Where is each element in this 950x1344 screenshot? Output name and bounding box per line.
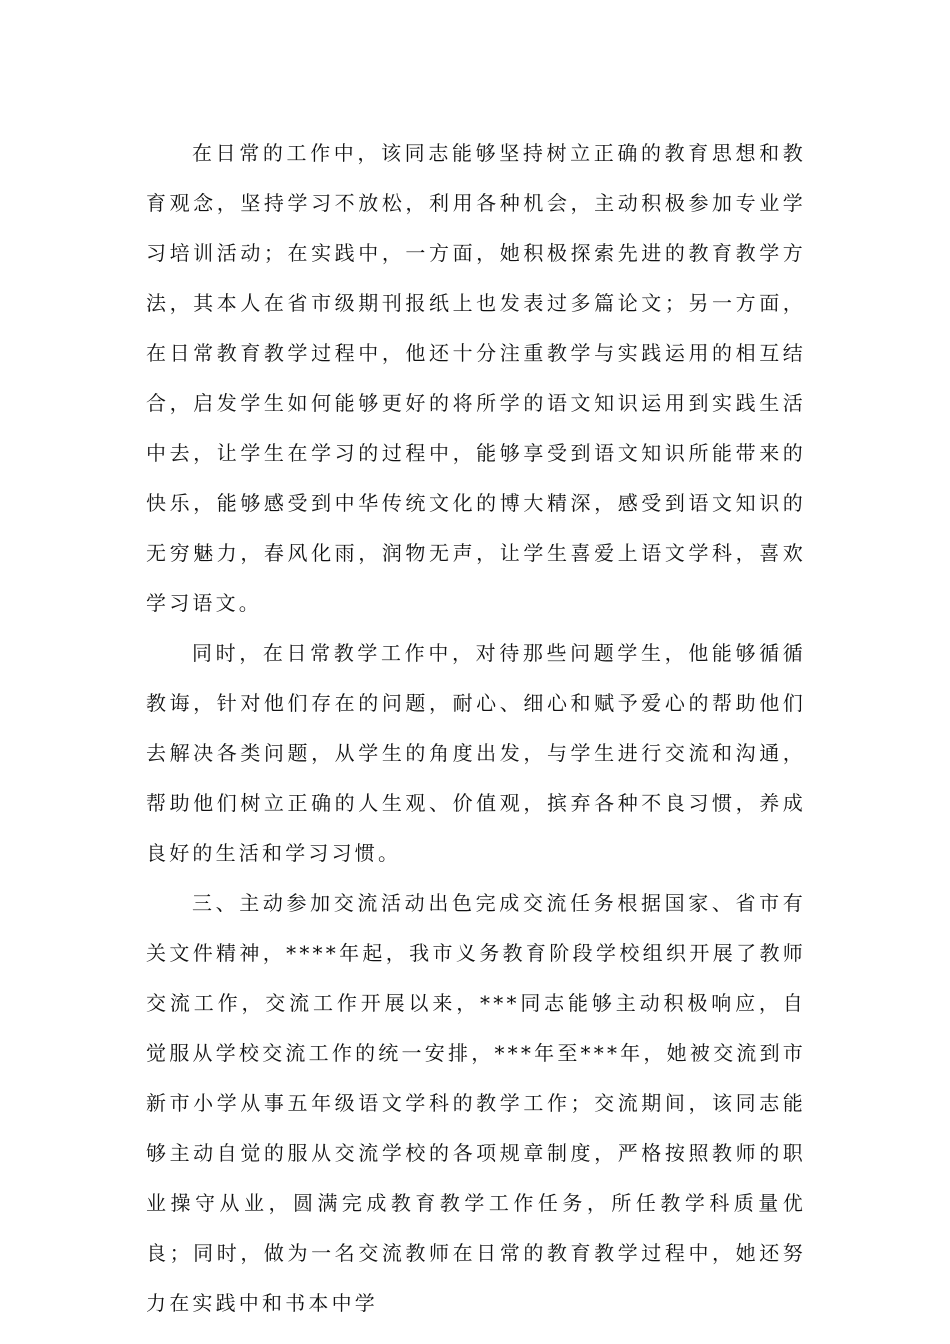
paragraph-daily-work: 在日常的工作中，该同志能够坚持树立正确的教育思想和教育观念，坚持学习不放松，利用各种机会，主动积极参加专业学习培训活动；在实践中，一方面，她积极探索先进的教育教学方法，其本人在省市级期刊报纸上也发表过多篇论文；另一方面，在日常教育教学过程中，他还十分注重教学与实践运用的相互结合，启发学生如何能够更好的将所学的语文知识运用到实践生活中去，让学生在学习的过程中，能够享受到语文知识所能带来的快乐，能够感受到中华传统文化的博大精深，感受到语文知识的无穷魅力，春风化雨，润物无声，让学生喜爱上语文学科，喜欢学习语文。	[146, 141, 806, 615]
paragraph-exchange-activities: 三、主动参加交流活动出色完成交流任务根据国家、省市有关文件精神，****年起，我市义务教育阶段学校组织开展了教师交流工作，交流工作开展以来，***同志能够主动积极响应，自觉服从学校交流工作的统一安排，***年至***年，她被交流到市新市小学从事五年级语文学科的教学工作；交流期间，该同志能够主动自觉的服从交流学校的各项规章制度，严格按照教师的职业操守从业，圆满完成教育教学工作任务，所任教学科质量优良；同时，做为一名交流教师在日常的教育教学过程中，她还努力在实践中和书本中学	[146, 891, 806, 1315]
document-body	[146, 128, 806, 1328]
paragraph-problem-students: 同时，在日常教学工作中，对待那些问题学生，他能够循循教诲，针对他们存在的问题，耐心、细心和赋予爱心的帮助他们去解决各类问题，从学生的角度出发，与学生进行交流和沟通，帮助他们树立正确的人生观、价值观，摈弃各种不良习惯，养成良好的生活和学习习惯。	[146, 641, 806, 865]
